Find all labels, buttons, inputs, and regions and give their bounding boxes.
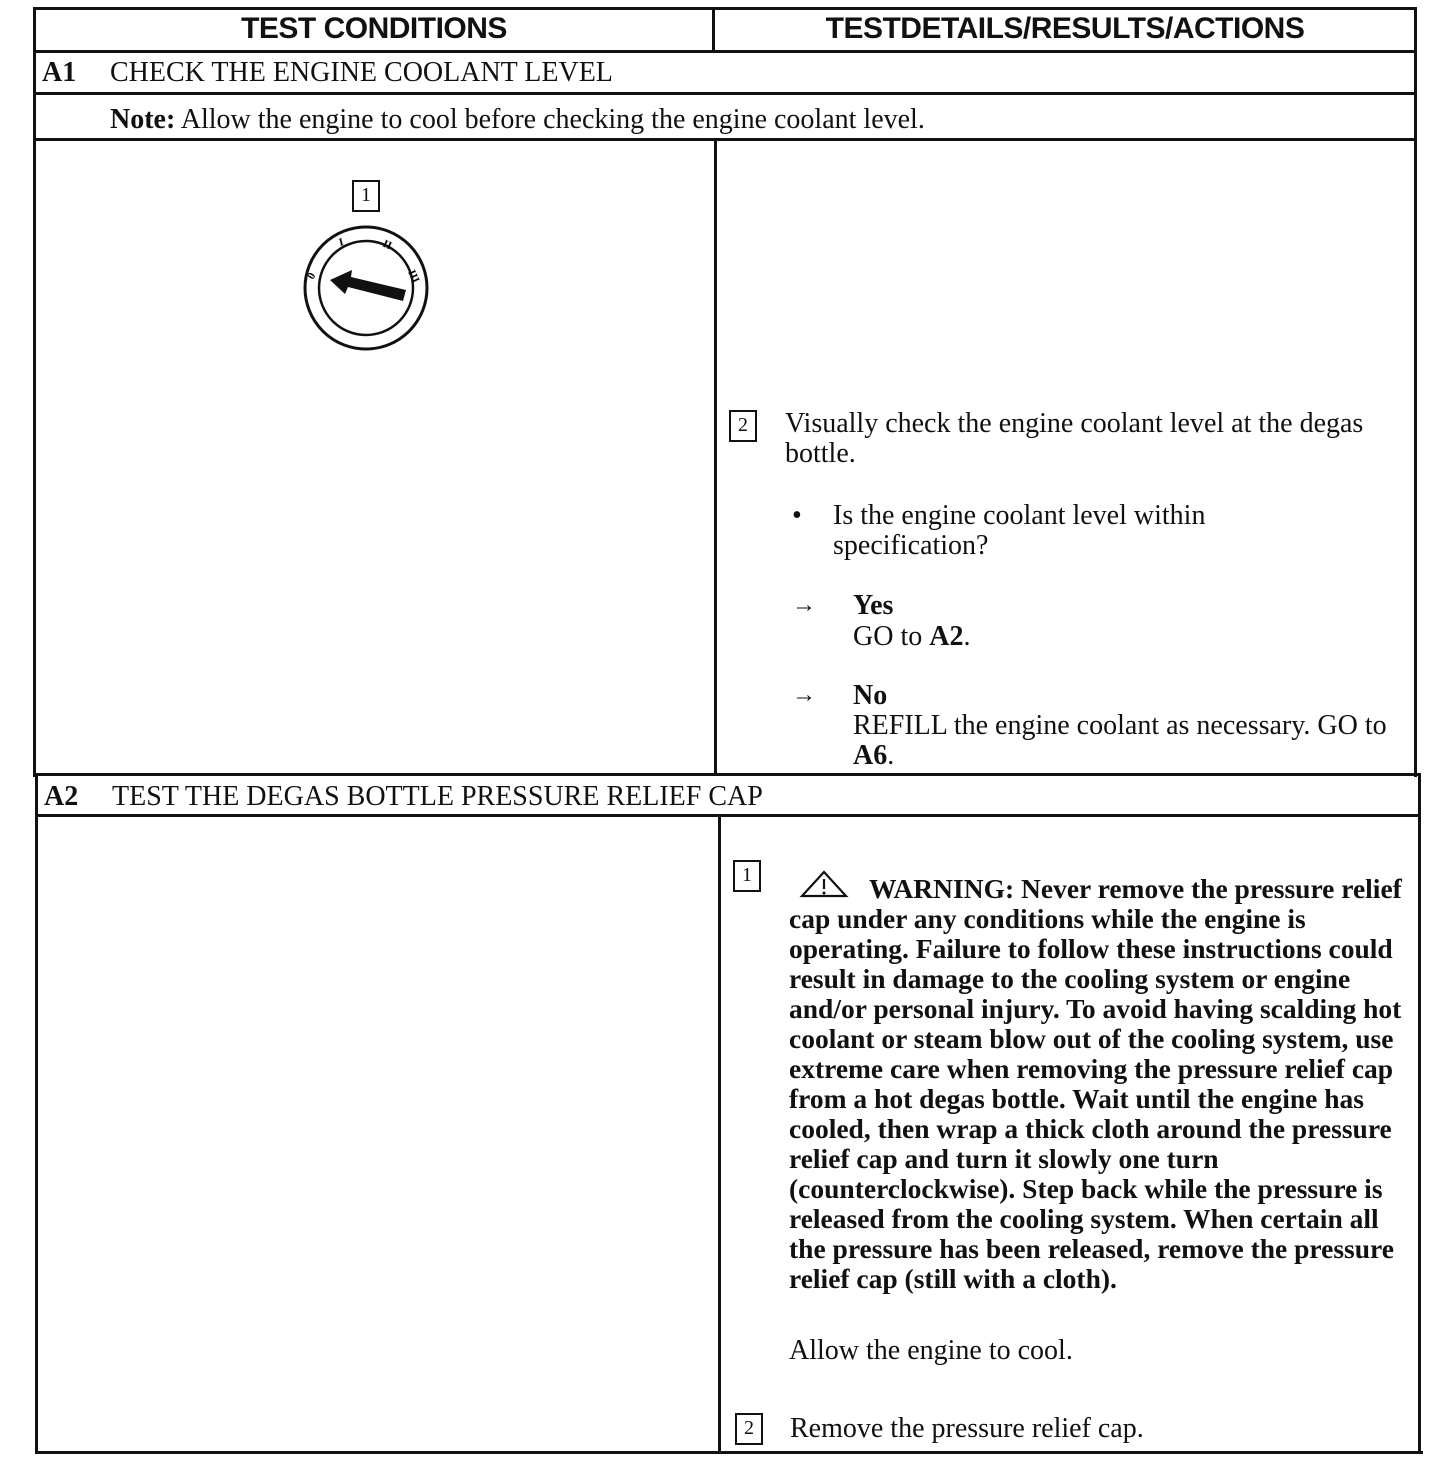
- section-a2-title: A2 TEST THE DEGAS BOTTLE PRESSURE RELIEF CAP: [44, 781, 763, 812]
- a1-yes-action: GO to A2.: [853, 621, 971, 652]
- a2-step1-after: Allow the engine to cool.: [789, 1335, 1073, 1366]
- rule-under-a2: [35, 814, 1421, 817]
- a2-step2-text: Remove the pressure relief cap.: [790, 1413, 1144, 1444]
- a1-note: Note: Allow the engine to cool before checking the engine coolant level.: [110, 104, 925, 135]
- column-divider-a1: [714, 138, 717, 776]
- rule-under-a1: [33, 92, 1417, 95]
- a1-yes-label: Yes: [853, 590, 894, 621]
- bullet-icon: •: [792, 500, 802, 531]
- a1-question: Is the engine coolant level within specification?: [833, 500, 1206, 561]
- header-test-conditions: TEST CONDITIONS: [241, 12, 507, 45]
- a2-step2-number: 2: [735, 1413, 763, 1445]
- arrow-right-icon: →: [792, 682, 816, 708]
- a1-no-action: REFILL the engine coolant as necessary. GO to A6.: [853, 710, 1387, 771]
- a1-step2-number: 2: [729, 410, 757, 442]
- ignition-switch-icon: [300, 224, 432, 354]
- section-a1-code: A1: [42, 57, 77, 88]
- rule-under-note: [33, 138, 1417, 141]
- column-divider-a2: [718, 814, 721, 1454]
- rule-under-header: [33, 50, 1417, 53]
- header-test-details: TESTDETAILS/RESULTS/ACTIONS: [825, 12, 1305, 45]
- svg-text:I: I: [337, 236, 345, 249]
- a1-step2-text: Visually check the engine coolant level at the degas bottle.: [785, 408, 1364, 469]
- a1-no-label: No: [853, 680, 888, 711]
- border-right-lower: [1418, 773, 1421, 1454]
- a2-warning-text: WARNING: Never remove the pressure relief cap under any conditions while the engine is operating. Failure to follow these instructions could result in damage to the cooling system or engine and/or personal injury. To avoid having scalding hot coolant or steam blow out of the cooling system, use extreme care when removing the pressure relief cap from a hot degas bottle. Wait until the engine has cooled, then wrap a thick cloth around the pressure relief cap and turn it slowly one turn (counterclockwise). Step back while the pressure is released from the cooling system. When certain all the pressure has been released, remove the pressure relief cap (still with a cloth).: [789, 873, 1402, 1294]
- section-a2-code: A2: [44, 781, 79, 812]
- arrow-right-icon: →: [792, 592, 816, 618]
- border-right: [1414, 7, 1417, 777]
- border-left: [33, 7, 36, 777]
- border-left-lower: [35, 773, 38, 1454]
- border-bottom: [37, 1451, 1423, 1454]
- svg-text:0: 0: [305, 270, 319, 282]
- svg-text:III: III: [405, 268, 422, 285]
- a2-step1-number: 1: [733, 860, 761, 892]
- section-a1-title: A1 CHECK THE ENGINE COOLANT LEVEL: [42, 57, 613, 88]
- rule-above-a2: [35, 773, 1419, 776]
- svg-text:II: II: [380, 237, 394, 253]
- a1-step1-number: 1: [352, 180, 380, 212]
- border-top: [33, 7, 1417, 10]
